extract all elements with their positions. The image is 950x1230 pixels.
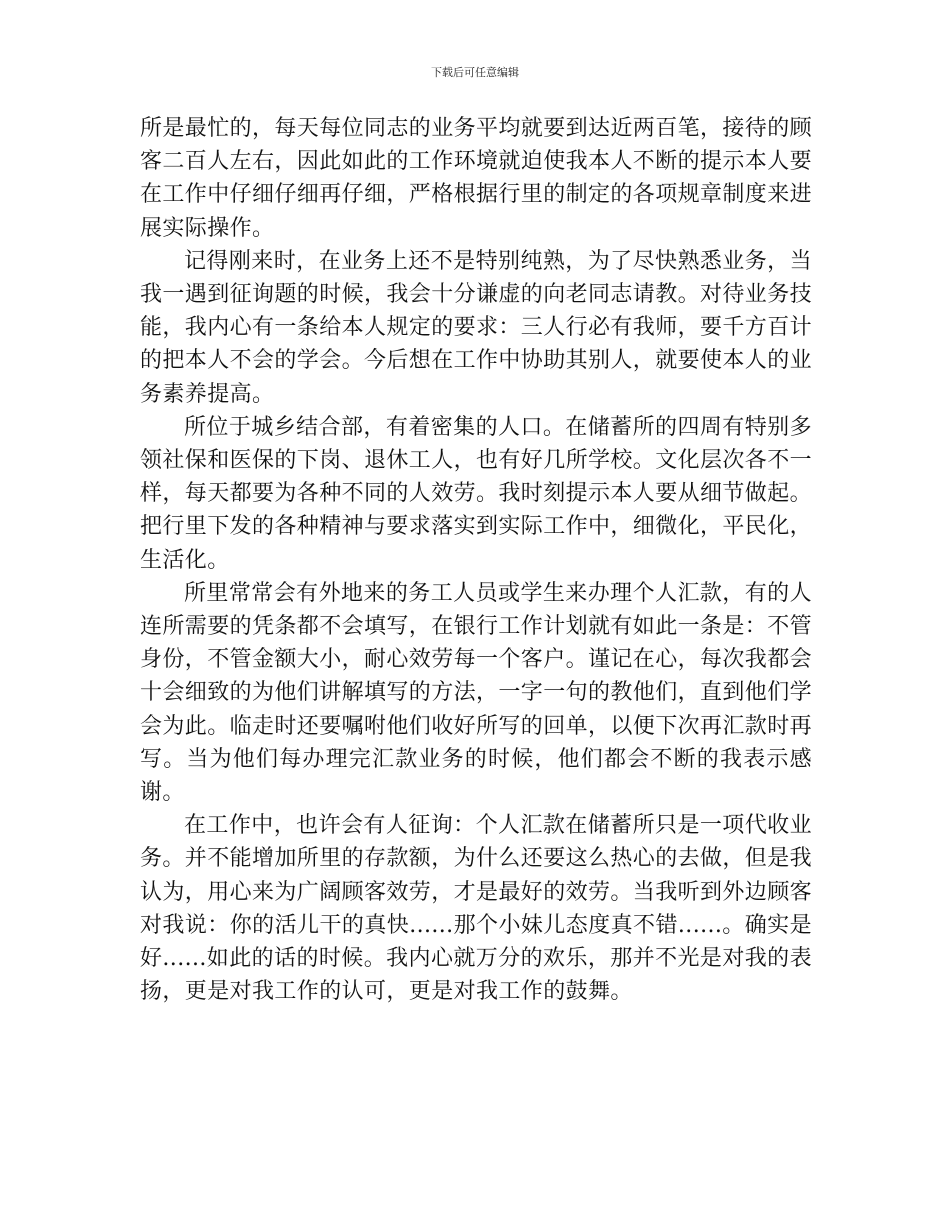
page-header: 下载后可任意编辑 [431, 66, 519, 79]
paragraph-4: 所里常常会有外地来的务工人员或学生来办理个人汇款，有的人连所需要的凭条都不会填写，在银行工作计划就有如此一条是：不管身份，不管金额大小，耐心效劳每一个客户。谨记在心，每次我都会十会细致的为他们讲解填写的方法，一字一句的教他们，直到他们学会为此。临走时还要嘱咐他们收好所写的回单，以便下次再汇款时再写。当为他们每办理完汇款业务的时候，他们都会不断的我表示感谢。 [140, 580, 813, 806]
paragraph-2: 记得刚来时，在业务上还不是特别纯熟，为了尽快熟悉业务，当我一遇到征询题的时候，我会十分谦虚的向老同志请教。对待业务技能，我内心有一条给本人规定的要求：三人行必有我师，要千方百计的把本人不会的学会。今后想在工作中协助其别人，就要使本人的业务素养提高。 [140, 248, 813, 407]
document-body [140, 112, 812, 1008]
paragraph-5: 在工作中，也许会有人征询：个人汇款在储蓄所只是一项代收业务。并不能增加所里的存款额，为什么还要这么热心的去做，但是我认为，用心来为广阔顾客效劳，才是最好的效劳。当我听到外边顾客对我说：你的活儿干的真快......那个小妹儿态度真不错......。确实是好......如此的话的时候。我内心就万分的欢乐，那并不光是对我的表扬，更是对我工作的认可，更是对我工作的鼓舞。 [140, 813, 813, 1005]
paragraph-1: 所是最忙的，每天每位同志的业务平均就要到达近两百笔，接待的顾客二百人左右，因此如此的工作环境就迫使我本人不断的提示本人要在工作中仔细仔细再仔细，严格根据行里的制定的各项规章制度来进展实际操作。 [140, 116, 813, 241]
paragraph-3: 所位于城乡结合部，有着密集的人口。在储蓄所的四周有特别多领社保和医保的下岗、退休工人，也有好几所学校。文化层次各不一样，每天都要为各种不同的人效劳。我时刻提示本人要从细节做起。把行里下发的各种精神与要求落实到实际工作中，细微化，平民化，生活化。 [140, 414, 813, 573]
